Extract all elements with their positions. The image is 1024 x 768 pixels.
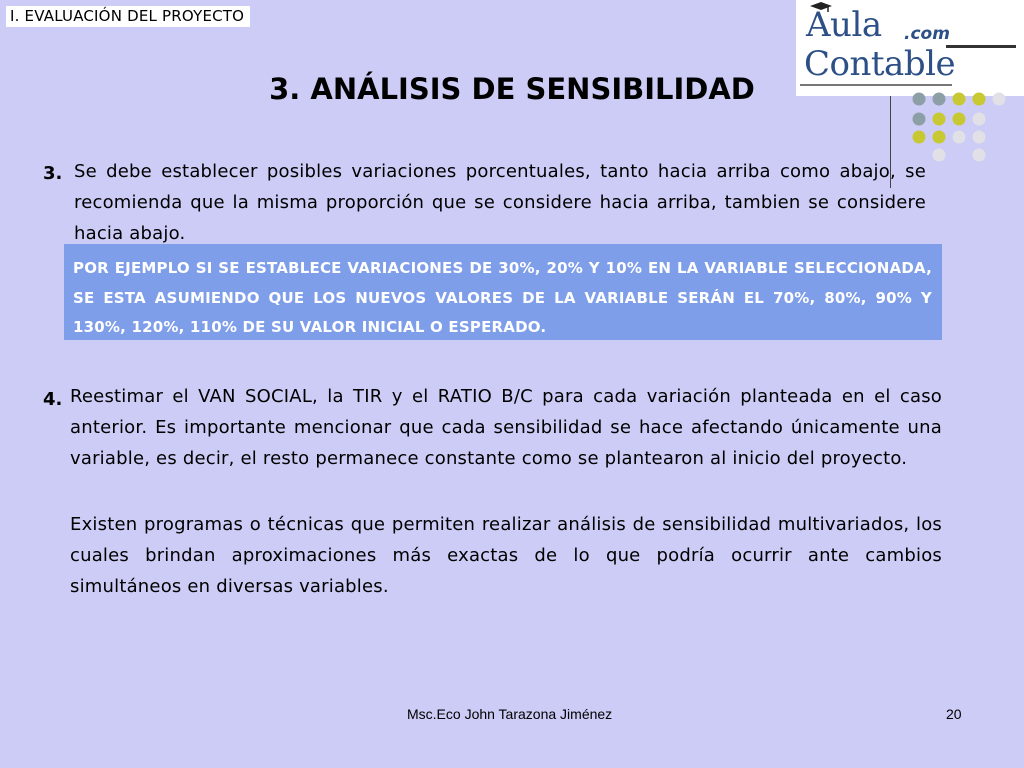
item-4-number: 4. [43, 389, 63, 410]
item-4-text: Reestimar el VAN SOCIAL, la TIR y el RATIO B/C para cada variación planteada en el caso anterior. Es importante mencionar que cada sensibilidad se hace afectando únicamente una variable, es decir, el resto permanece constante como se plantearon al inicio del proyecto. [70, 386, 942, 469]
logo-contable-text: Contable [804, 44, 956, 84]
item-4-extra-text: Existen programas o técnicas que permiten realizar análisis de sensibilidad multivariados, los cuales brindan aproximaciones más exactas de lo que podría ocurrir ante cambios simultáneos en diversas variables. [70, 514, 942, 597]
item-3-number: 3. [43, 163, 63, 184]
item-3-text: Se debe establecer posibles variaciones porcentuales, tanto hacia arriba como abajo, se recomienda que la misma proporción que se considere hacia arriba, tambien se considere hacia abajo. [74, 161, 926, 244]
footer-author: Msc.Eco John Tarazona Jiménez [407, 706, 613, 722]
page-number: 20 [946, 706, 962, 722]
logo-divider [946, 45, 1016, 48]
example-box [64, 244, 942, 340]
section-label: I. EVALUACIÓN DEL PROYECTO [6, 6, 250, 27]
slide-title: 3. ANÁLISIS DE SENSIBILIDAD [269, 72, 755, 106]
logo-aula-text: Aula [806, 5, 882, 45]
logo-com-text: .com [904, 24, 950, 44]
example-text: POR EJEMPLO SI SE ESTABLECE VARIACIONES DE 30%, 20% Y 10% EN LA VARIABLE SELECCIONADA, SE ESTA ASUMIENDO QUE LOS NUEVOS VALORES DE LA VARIABLE SERÁN EL 70%, 80%, 90% Y 130%, 120%, 110% DE SU VALOR INICIAL O ESPERADO. [73, 259, 932, 336]
